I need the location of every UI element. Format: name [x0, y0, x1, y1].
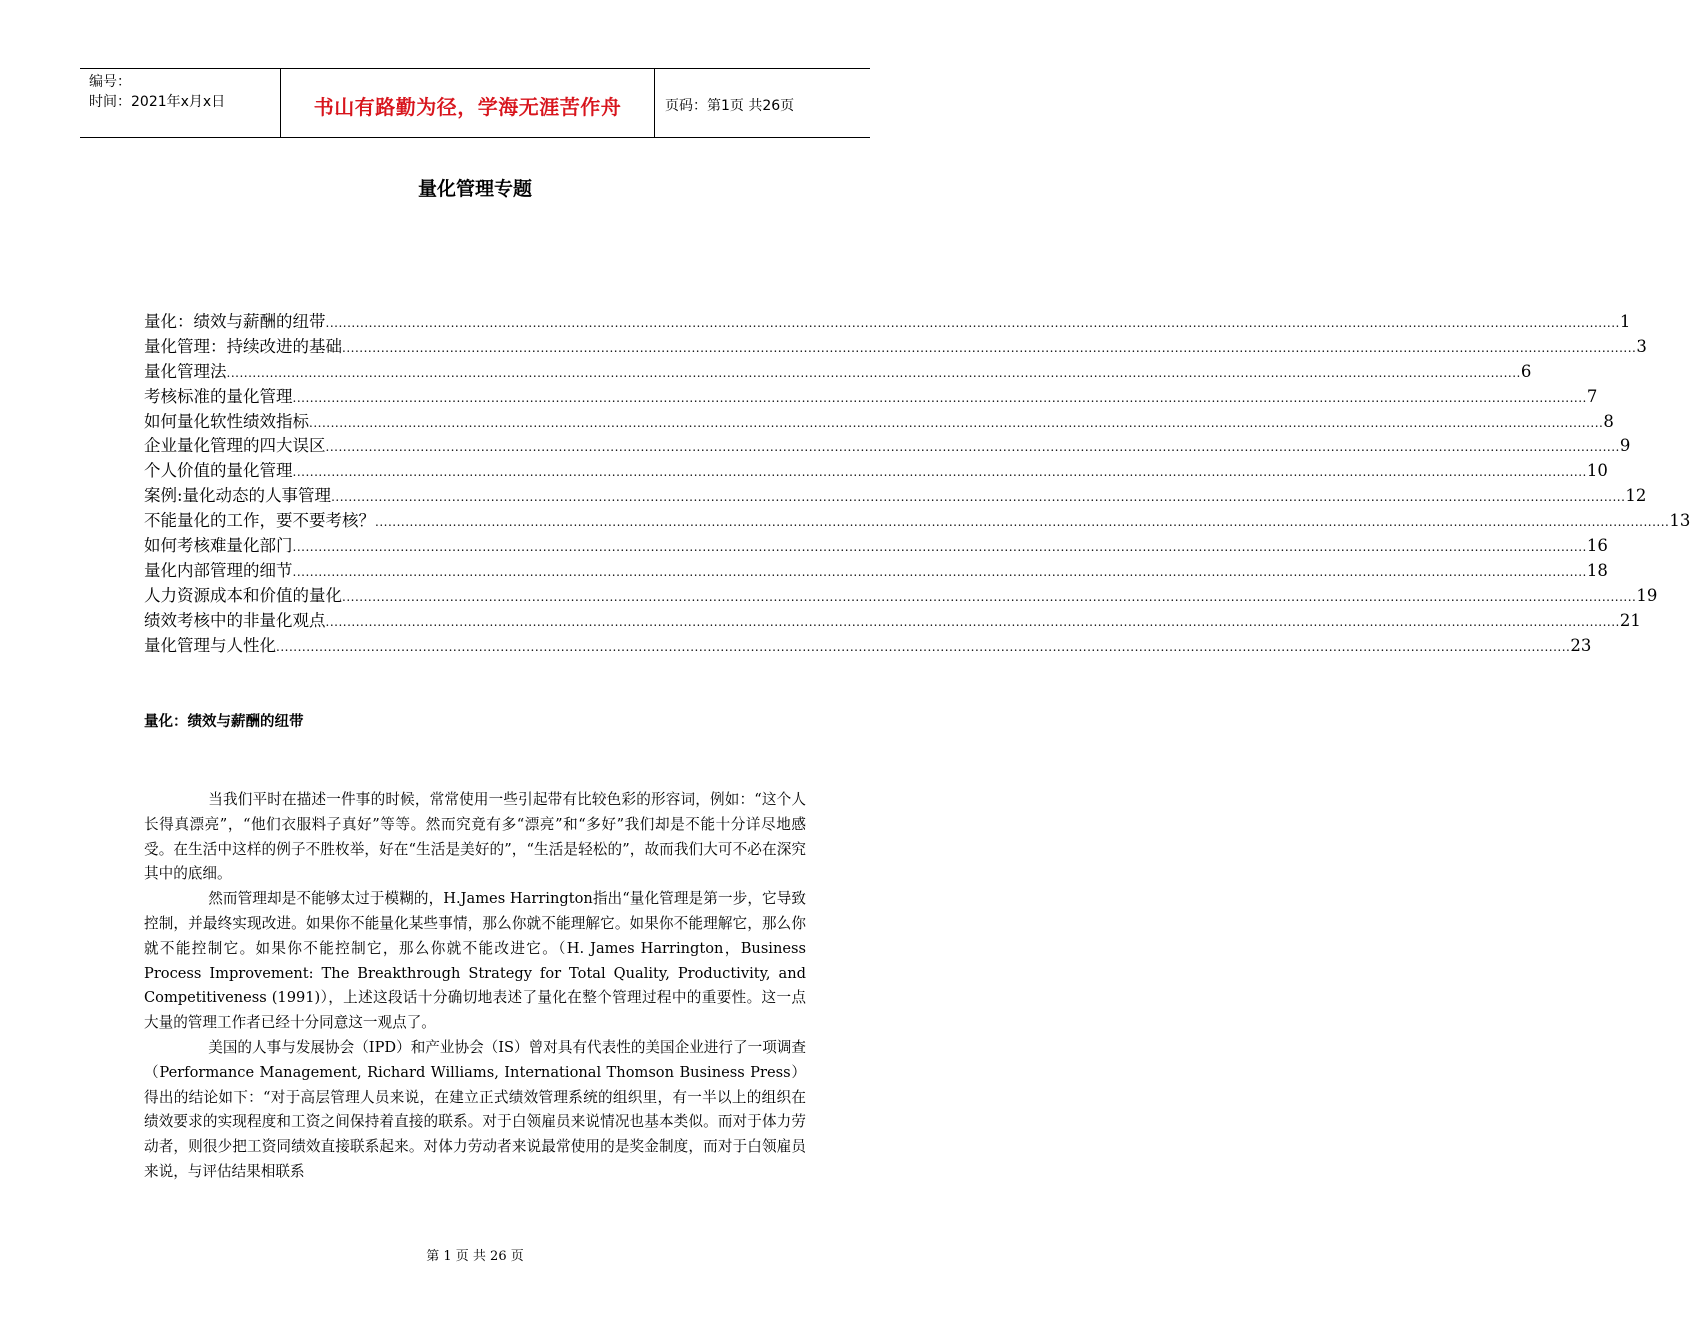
toc-entry-page: 6 — [1520, 361, 1532, 381]
toc-dot-leader: ............................................................................................................................................................................................................................................................................................................ — [292, 540, 1587, 555]
toc-entry-page: 23 — [1570, 635, 1592, 655]
document-date-label: 时间：2021年x月x日 — [89, 94, 226, 110]
toc-entry-page: 13 — [1669, 511, 1690, 531]
toc-entry[interactable] — [144, 434, 1631, 459]
page-footer: 第 1 页 共 26 页 — [426, 1249, 524, 1264]
document-title: 量化管理专题 — [417, 178, 532, 200]
toc-entry-page: 8 — [1603, 411, 1614, 431]
header-right-cell — [655, 69, 870, 137]
toc-entry[interactable] — [144, 634, 1592, 659]
toc-entry-title: 量化管理与人性化 — [144, 635, 276, 655]
toc-entry-page: 10 — [1586, 461, 1608, 481]
toc-dot-leader: ............................................................................................................................................................................................................................................................................................................ — [375, 515, 1670, 530]
header-motto: 书山有路勤为径，学海无涯苦作舟 — [313, 95, 622, 119]
header-left-cell — [80, 69, 281, 137]
toc-entry[interactable] — [144, 410, 1614, 435]
toc-dot-leader: ............................................................................................................................................................................................................................................................................................................ — [292, 465, 1587, 480]
toc-entry-title: 案例:量化动态的人事管理 — [144, 486, 332, 506]
paragraph: 美国的人事与发展协会（IPD）和产业协会（IS）曾对具有代表性的美国企业进行了一项调查（Performance Management, Richard Williams, International Thomson Business Press）得出的结论如下：“对于高层管理人员来说，在建立正式绩效管理系统的组织里，有一半以上的组织在绩效要求的实现程度和工资之间保持着直接的联系。对于白领雇员来说情况也基本类似。而对于体力劳动者，则很少把工资同绩效直接联系起来。对体力劳动者来说最常使用的是奖金制度，而对于白领雇员来说，与评估结果相联系 — [144, 1038, 806, 1180]
toc-entry-page: 21 — [1619, 610, 1641, 630]
toc-dot-leader: ............................................................................................................................................................................................................................................................................................................ — [342, 589, 1637, 604]
table-of-contents — [144, 310, 1690, 658]
toc-entry[interactable] — [144, 609, 1641, 634]
toc-entry-title: 不能量化的工作，要不要考核？ — [144, 511, 375, 531]
toc-entry-page: 19 — [1636, 585, 1658, 605]
body-text — [144, 788, 806, 1185]
toc-entry-title: 量化内部管理的细节 — [144, 560, 293, 580]
toc-entry-title: 如何量化软性绩效指标 — [144, 411, 309, 431]
toc-entry[interactable] — [144, 310, 1631, 335]
toc-entry[interactable] — [144, 484, 1647, 509]
document-number-label: 编号： — [89, 74, 131, 90]
paragraph: 当我们平时在描述一件事的时候，常常使用一些引起带有比较色彩的形容词，例如：“这个人长得真漂亮”，“他们衣服料子真好”等等。然而究竟有多“漂亮”和“多好”我们却是不能十分详尽地感受。在生活中这样的例子不胜枚举，好在“生活是美好的”，“生活是轻松的”，故而我们大可不必在深究其中的底细。 — [144, 791, 806, 883]
header-middle-cell — [281, 69, 655, 137]
toc-entry-title: 如何考核难量化部门 — [144, 536, 293, 556]
toc-entry-page: 16 — [1586, 536, 1608, 556]
toc-dot-leader: ............................................................................................................................................................................................................................................................................................................ — [276, 639, 1571, 654]
toc-entry-page: 3 — [1636, 336, 1647, 356]
toc-entry-title: 量化管理：持续改进的基础 — [144, 336, 342, 356]
toc-entry-page: 9 — [1619, 436, 1631, 456]
toc-entry-page: 7 — [1586, 386, 1598, 406]
toc-entry-title: 人力资源成本和价值的量化 — [144, 585, 342, 605]
toc-dot-leader: ............................................................................................................................................................................................................................................................................................................ — [325, 614, 1620, 629]
toc-entry[interactable] — [144, 509, 1690, 534]
toc-entry-title: 量化：绩效与薪酬的纽带 — [144, 312, 326, 331]
toc-entry[interactable] — [144, 534, 1608, 559]
toc-entry-page: 1 — [1619, 312, 1631, 331]
toc-entry[interactable] — [144, 459, 1608, 484]
toc-entry[interactable] — [144, 360, 1532, 385]
toc-entry-title: 绩效考核中的非量化观点 — [144, 610, 326, 630]
toc-dot-leader: ............................................................................................................................................................................................................................................................................................................ — [309, 415, 1604, 430]
toc-entry[interactable] — [144, 559, 1608, 584]
toc-entry-title: 个人价值的量化管理 — [144, 461, 293, 481]
paragraph: 然而管理却是不能够太过于模糊的，H.James Harrington指出“量化管理是第一步，它导致控制，并最终实现改进。如果你不能量化某些事情，那么你就不能理解它。如果你不能理解它，那么你就不能控制它。如果你不能控制它，那么你就不能改进它。（H. James Harrington，Business Process Improvement: The Breakthrough Strategy for Total Quality, Productivity, and Competitiveness (1991)），上述这段话十分确切地表述了量化在整个管理过程中的重要性。这一点大量的管理工作者已经十分同意这一观点了。 — [144, 890, 806, 1032]
toc-dot-leader: ............................................................................................................................................................................................................................................................................................................ — [292, 564, 1587, 579]
section-heading: 量化：绩效与薪酬的纽带 — [144, 714, 304, 730]
page-header — [80, 68, 870, 138]
toc-dot-leader: ............................................................................................................................................................................................................................................................................................................ — [342, 340, 1637, 355]
toc-dot-leader: ............................................................................................................................................................................................................................................................................................................ — [331, 490, 1626, 505]
toc-entry-title: 量化管理法 — [144, 361, 227, 381]
toc-entry-page: 18 — [1586, 560, 1608, 580]
toc-entry-title: 企业量化管理的四大误区 — [144, 436, 326, 456]
toc-entry-title: 考核标准的量化管理 — [144, 386, 293, 406]
header-page-indicator: 页码：第1页 共26页 — [665, 98, 795, 114]
toc-entry-page: 12 — [1625, 486, 1647, 506]
toc-dot-leader: ............................................................................................................................................................................................................................................................................................................ — [325, 316, 1620, 330]
toc-entry[interactable] — [144, 335, 1647, 360]
toc-dot-leader: ............................................................................................................................................................................................................................................................................................................ — [226, 365, 1521, 380]
toc-entry[interactable] — [144, 584, 1658, 609]
toc-dot-leader: ............................................................................................................................................................................................................................................................................................................ — [292, 390, 1587, 405]
toc-dot-leader: ............................................................................................................................................................................................................................................................................................................ — [325, 440, 1620, 455]
toc-entry[interactable] — [144, 385, 1598, 410]
